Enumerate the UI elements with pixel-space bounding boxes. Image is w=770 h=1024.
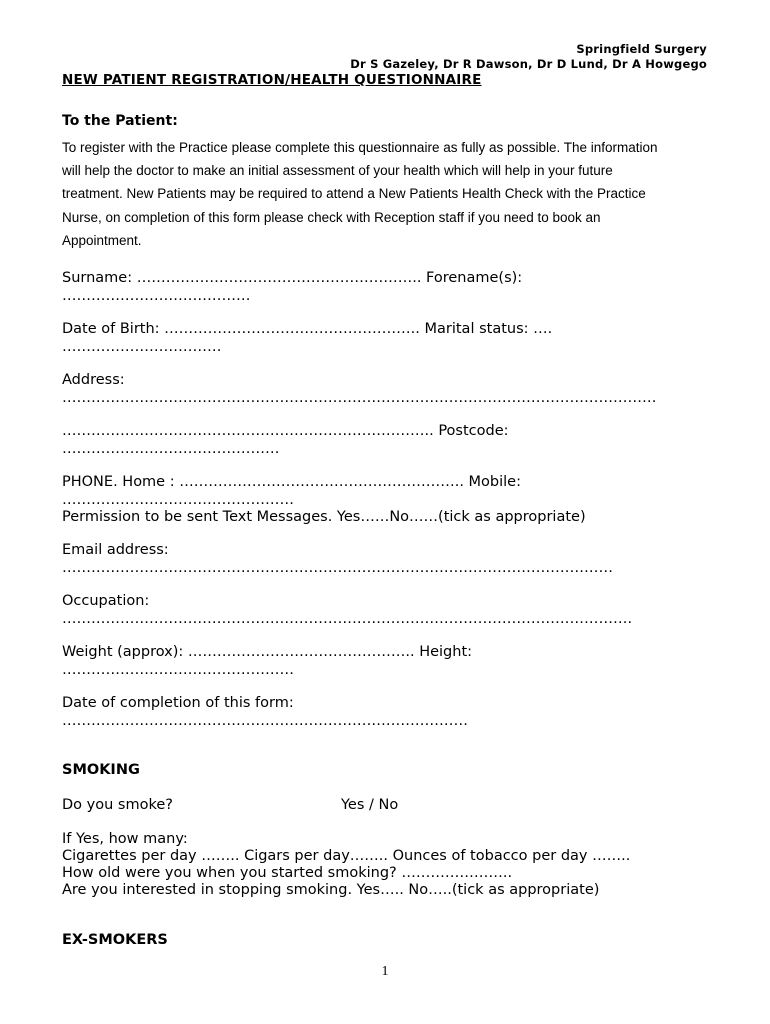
intro-line: treatment. New Patients may be required to attend a New Patients Health Check with the Practice [62,186,646,202]
address-line-1[interactable]: …………………………………………………………………………………………………………… [62,390,657,406]
address-line-2[interactable]: ………………………………………………………………….. Postcode: [62,423,509,439]
height-field[interactable]: ………………………………………… [62,662,294,678]
date-of-birth-field[interactable]: Date of Birth: …………………………………………….. Marital status: …. [62,321,553,337]
practice-name: Springfield Surgery [576,42,707,56]
ex-smokers-heading: EX-SMOKERS [62,932,168,948]
intro-heading: To the Patient: [62,113,178,129]
occupation-label: Occupation: [62,593,150,609]
doctors-list: Dr S Gazeley, Dr R Dawson, Dr D Lund, Dr A Howgego [350,57,707,71]
page-number: 1 [381,964,389,979]
intro-line: will help the doctor to make an initial assessment of your health which will help in your future [62,163,613,179]
completion-date-field[interactable]: ………………………………………………………………………… [62,713,468,729]
intro-line: To register with the Practice please complete this questionnaire as fully as possible. The information [62,140,658,155]
marital-status-field[interactable]: …………………………… [62,339,222,355]
text-permission-field[interactable]: Permission to be sent Text Messages. Yes……No……(tick as appropriate) [62,509,586,525]
email-label: Email address: [62,542,169,558]
smoking-heading: SMOKING [62,762,140,778]
email-field[interactable]: …………………………………………………………………………………………………… [62,560,613,576]
smoke-answer[interactable]: Yes / No [341,797,399,813]
page-title: NEW PATIENT REGISTRATION/HEALTH QUESTIONNAIRE [62,72,482,88]
mobile-field[interactable]: ………………………………………… [62,492,294,508]
how-many-label: If Yes, how many: [62,831,188,847]
intro-line: Appointment. [62,232,142,248]
forename-field[interactable]: ………………………………… [62,288,251,304]
age-started-field[interactable]: How old were you when you started smoking? ………………….. [62,865,513,881]
smoke-question: Do you smoke? [62,797,173,813]
occupation-field[interactable]: ………………………………………………………………………………………………………. [62,611,633,627]
postcode-field[interactable]: ……………………………………… [62,441,280,457]
home-phone-field[interactable]: PHONE. Home : ………………………………………………….. Mobile: [62,474,521,490]
weight-field[interactable]: Weight (approx): ……………………………………….. Height: [62,644,473,660]
intro-line: Nurse, on completion of this form please check with Reception staff if you need to book an [62,209,601,225]
surname-field[interactable]: Surname: ………………………………………………….. Forename(s): [62,270,523,286]
intro-paragraph [62,136,707,252]
address-label: Address: [62,372,125,388]
smoking-quantities-field[interactable]: Cigarettes per day …….. Cigars per day…….. Ounces of tobacco per day …….. [62,848,631,864]
stopping-interest-field[interactable]: Are you interested in stopping smoking. Yes….. No…..(tick as appropriate) [62,882,600,898]
completion-date-label: Date of completion of this form: [62,695,294,711]
